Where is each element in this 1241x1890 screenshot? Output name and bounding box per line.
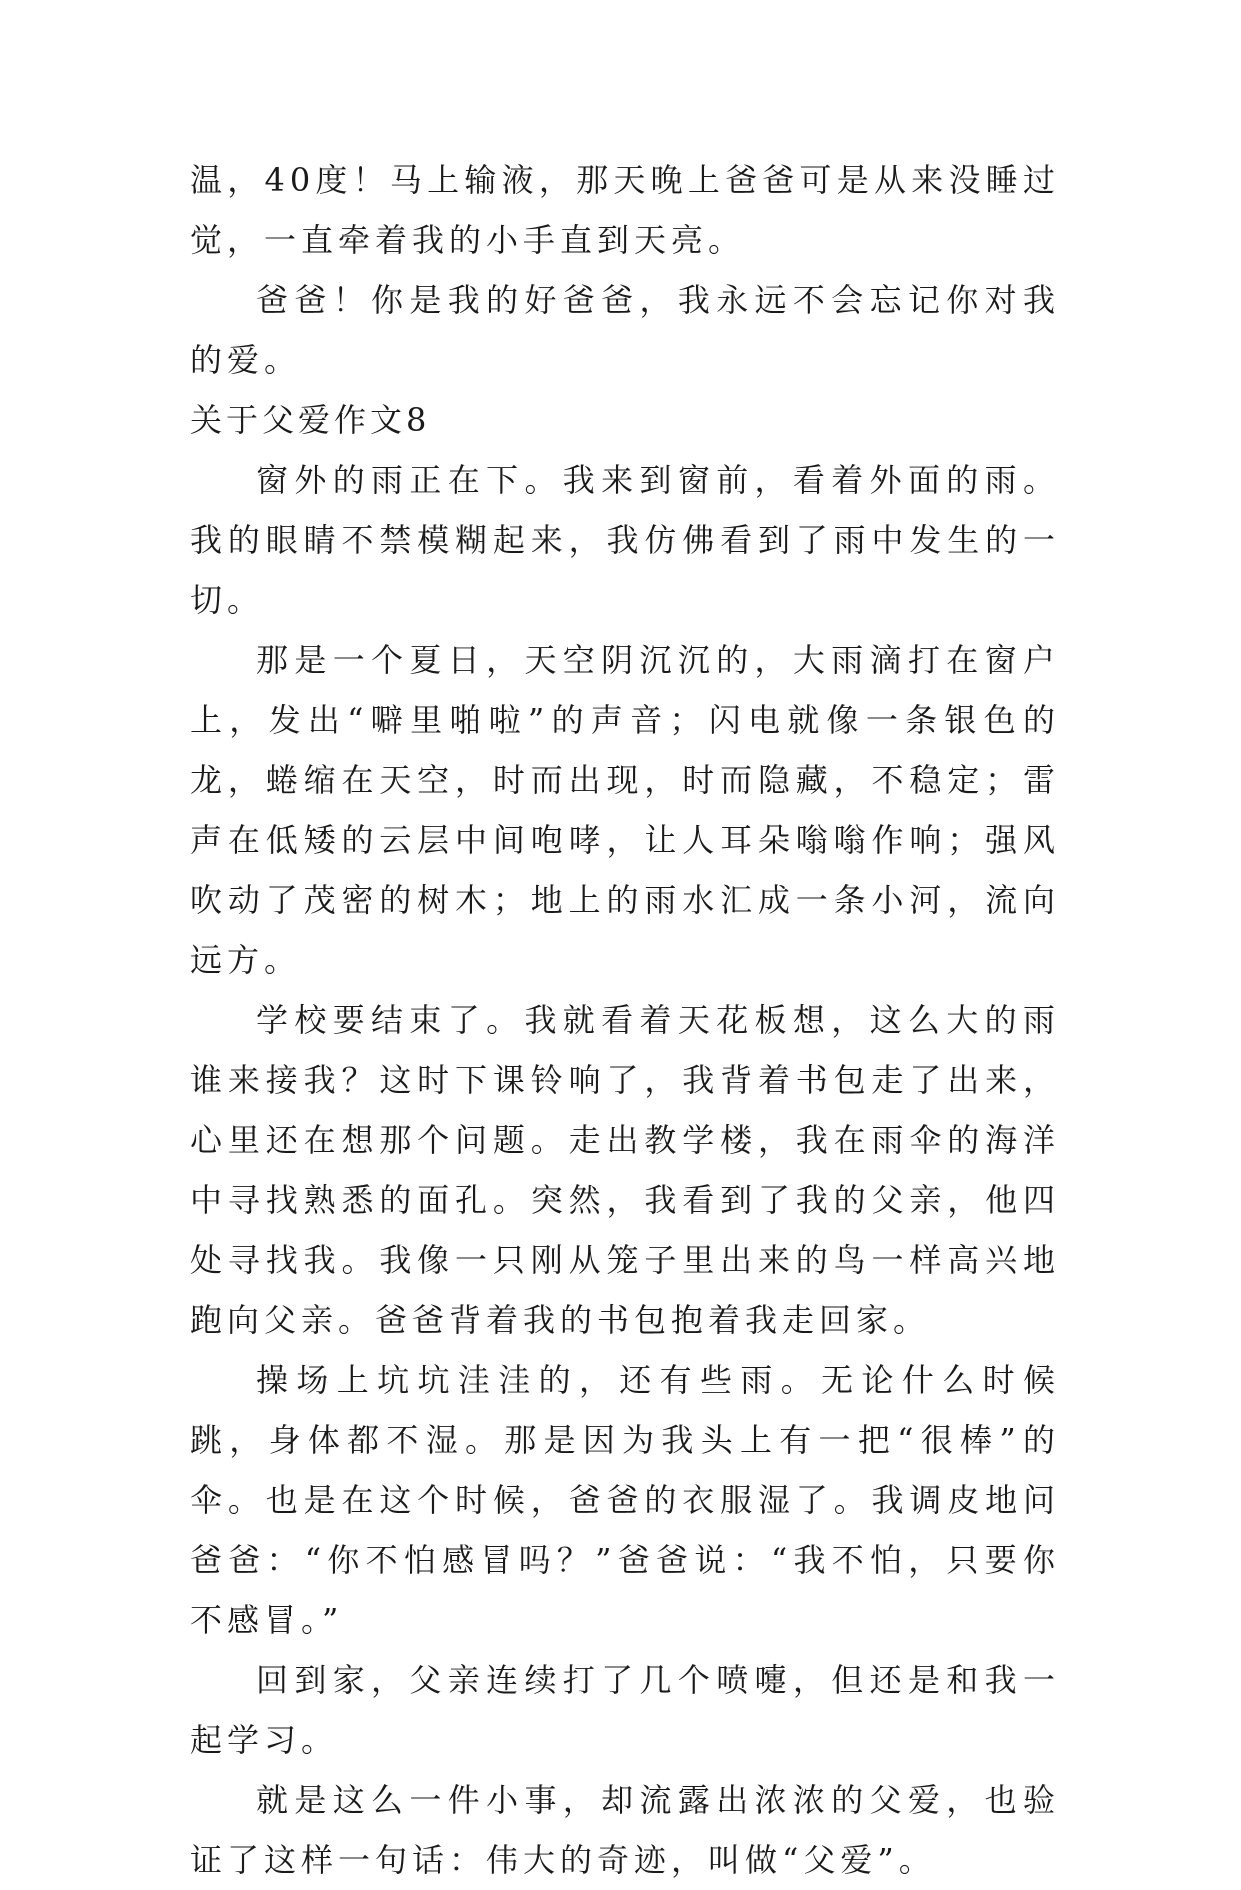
- paragraph: 操场上坑坑洼洼的，还有些雨。无论什么时候跳，身体都不湿。那是因为我头上有一把“很棒”的伞。也是在这个时候，爸爸的衣服湿了。我调皮地问爸爸：“你不怕感冒吗？”爸爸说：“我不怕，只要你不感冒。”: [190, 1361, 1060, 1639]
- paragraph: 就是这么一件小事，却流露出浓浓的父爱，也验证了这样一句话：伟大的奇迹，叫做“父爱”。: [190, 1781, 1060, 1879]
- paragraph: 那是一个夏日，天空阴沉沉的，大雨滴打在窗户上，发出“噼里啪啦”的声音；闪电就像一条银色的龙，蜷缩在天空，时而出现，时而隐藏，不稳定；雷声在低矮的云层中间咆哮，让人耳朵嗡嗡作响；强风吹动了茂密的树木；地上的雨水汇成一条小河，流向远方。: [190, 641, 1060, 979]
- paragraph: 回到家，父亲连续打了几个喷嚏，但还是和我一起学习。: [190, 1661, 1060, 1759]
- paragraph: 窗外的雨正在下。我来到窗前，看着外面的雨。我的眼睛不禁模糊起来，我仿佛看到了雨中发生的一切。: [190, 461, 1060, 619]
- essay-title: 关于父爱作文8: [190, 401, 431, 439]
- paragraph-continuation: 温，40度！马上输液，那天晚上爸爸可是从来没睡过觉，一直牵着我的小手直到天亮。: [190, 161, 1060, 259]
- paragraph: 学校要结束了。我就看着天花板想，这么大的雨谁来接我？这时下课铃响了，我背着书包走了出来，心里还在想那个问题。走出教学楼，我在雨伞的海洋中寻找熟悉的面孔。突然，我看到了我的父亲，他四处寻找我。我像一只刚从笼子里出来的鸟一样高兴地跑向父亲。爸爸背着我的书包抱着我走回家。: [190, 1001, 1060, 1339]
- document-page: [190, 150, 1060, 1890]
- paragraph-closing: 爸爸！你是我的好爸爸，我永远不会忘记你对我的爱。: [190, 281, 1060, 379]
